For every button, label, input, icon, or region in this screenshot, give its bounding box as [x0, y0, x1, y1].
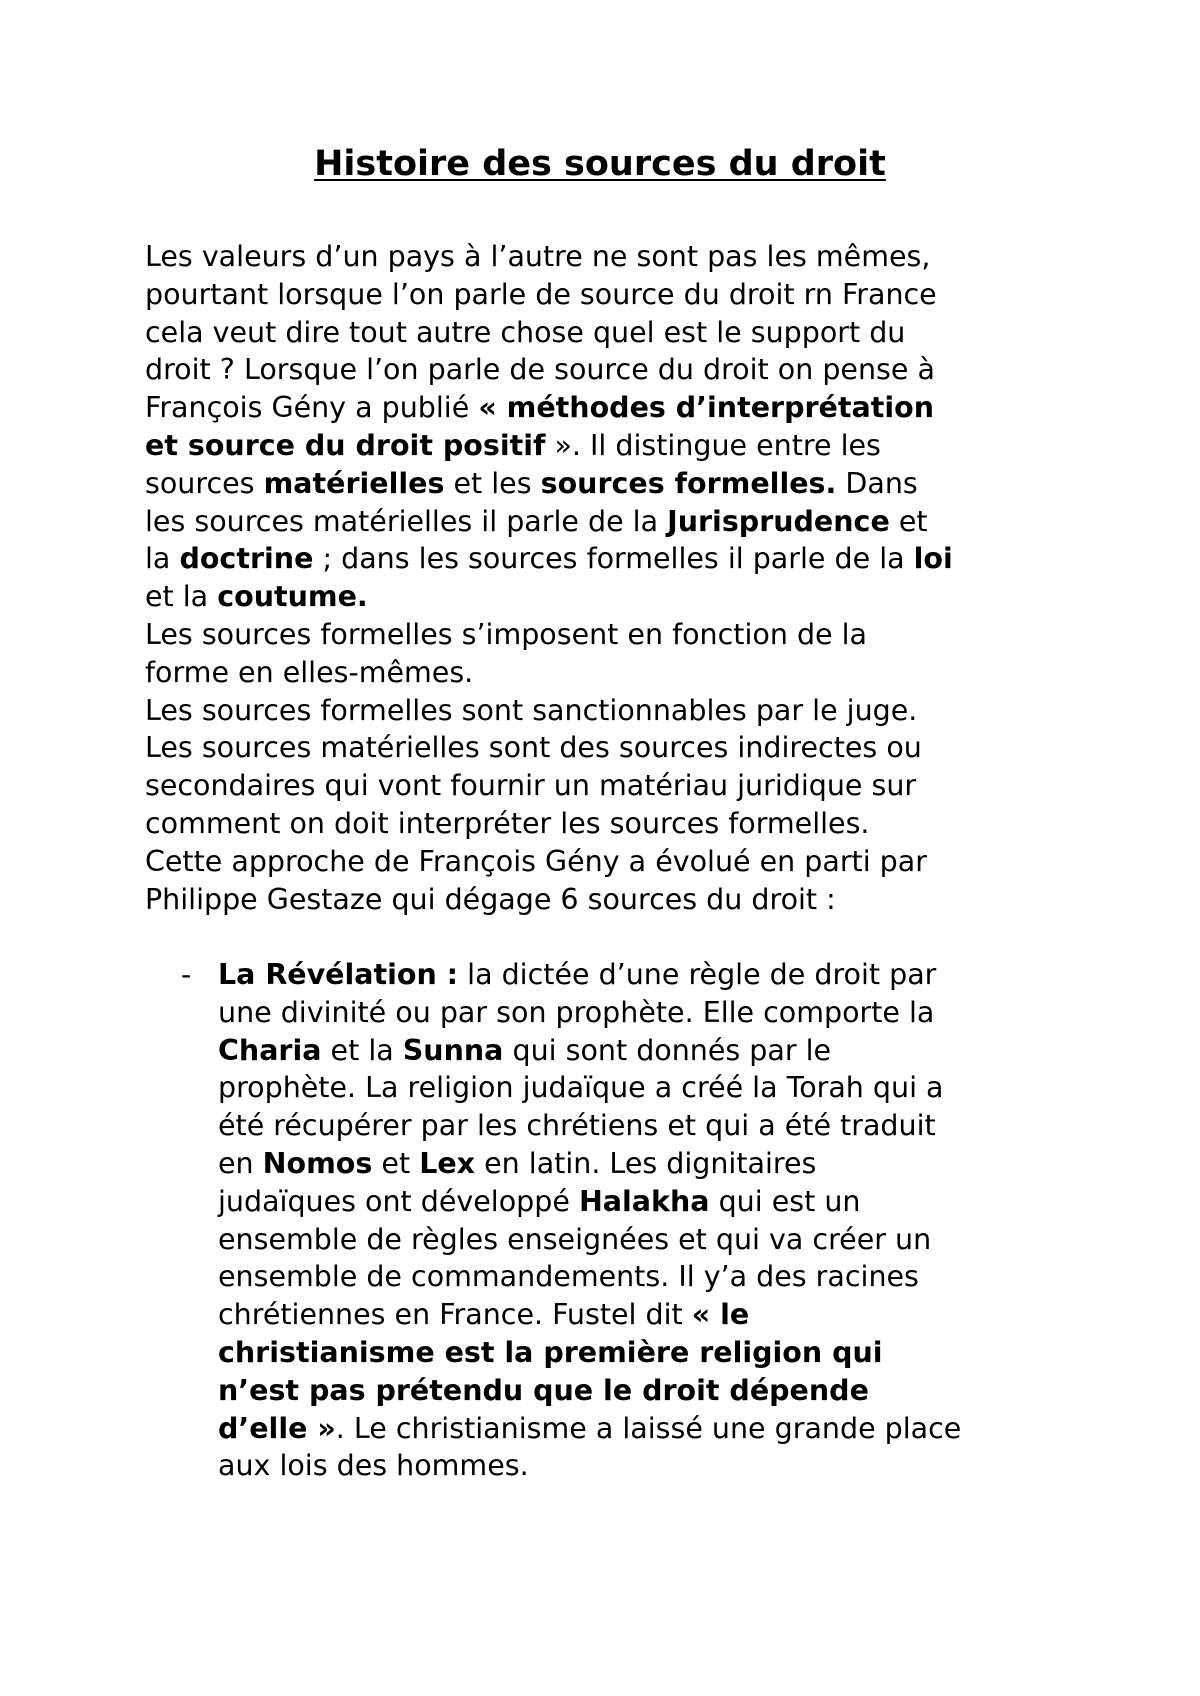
text-line: [218, 1410, 961, 1448]
bold-text: coutume.: [217, 580, 368, 614]
bullet-marker: -: [181, 958, 192, 991]
text-line: [145, 805, 1075, 843]
text-run: Philippe Gestaze qui dégage 6 sources du droit :: [145, 882, 836, 916]
bold-text: La Révélation :: [218, 958, 459, 991]
bold-text: Jurisprudence: [667, 504, 890, 538]
text-line: [145, 578, 1075, 616]
text-run: aux lois des hommes.: [218, 1449, 529, 1483]
text-line: [145, 503, 1075, 541]
text-run: la: [145, 542, 180, 576]
text-run: une divinité ou par son prophète. Elle comporte la: [218, 995, 935, 1029]
text-run: la dictée d’une règle de droit par: [458, 958, 937, 991]
text-run: ensemble de commandements. Il y’a des racines: [218, 1260, 919, 1294]
text-line: [145, 427, 1075, 465]
text-line: [218, 1447, 961, 1485]
text-line: [218, 1221, 961, 1259]
bold-text: Lex: [419, 1146, 476, 1180]
text-run: Cette approche de François Gény a évolué en parti par: [145, 844, 927, 878]
text-run: prophète. La religion judaïque a créé la Torah qui a: [218, 1071, 944, 1105]
text-run: et les: [444, 466, 541, 500]
text-run: ». Il distingue entre les: [545, 428, 881, 462]
text-run: qui sont donnés par le: [503, 1033, 832, 1067]
text-run: pourtant lorsque l’on parle de source du droit rn France: [145, 277, 937, 311]
bold-text: d’elle »: [218, 1411, 336, 1445]
text-line: [145, 692, 1075, 730]
bold-text: Nomos: [262, 1146, 373, 1180]
text-run: ensemble de règles enseignées et qui va créer un: [218, 1222, 932, 1256]
text-run: et: [372, 1146, 420, 1180]
text-line: [218, 1296, 961, 1334]
text-line: [145, 540, 1075, 578]
text-line: [218, 1334, 961, 1372]
bold-text: Halakha: [578, 1184, 710, 1218]
text-run: Les sources formelles s’imposent en fonction de la: [145, 617, 868, 651]
text-run: qui est un: [709, 1184, 861, 1218]
bold-text: « le: [691, 1298, 750, 1332]
text-line: [218, 1069, 961, 1107]
text-line: [145, 616, 1075, 654]
text-run: secondaires qui vont fournir un matériau juridique sur: [145, 769, 917, 803]
text-line: [145, 238, 1075, 276]
text-run: Les valeurs d’un pays à l’autre ne sont pas les mêmes,: [145, 240, 931, 273]
text-line: [218, 1145, 961, 1183]
text-run: en: [218, 1146, 263, 1180]
bold-text: et source du droit positif: [145, 428, 546, 462]
text-line: [145, 843, 1075, 881]
text-run: sources: [145, 466, 264, 500]
text-run: et la: [321, 1033, 403, 1067]
bold-text: loi: [913, 542, 953, 576]
bold-text: matérielles: [263, 466, 445, 500]
text-line: [145, 389, 1075, 427]
text-run: et la: [145, 580, 218, 614]
text-line: [145, 729, 1075, 767]
text-run: Dans: [836, 466, 918, 500]
bold-text: christianisme est la première religion qui: [218, 1335, 883, 1369]
text-run: et: [889, 504, 928, 538]
text-run: cela veut dire tout autre chose quel est le support du: [145, 315, 906, 349]
text-run: comment on doit interpréter les sources formelles.: [145, 806, 870, 840]
text-run: Les sources matérielles sont des sources indirectes ou: [145, 731, 922, 765]
text-run: ; dans les sources formelles il parle de la: [313, 542, 914, 576]
text-line: [145, 276, 1075, 314]
text-line: [218, 1183, 961, 1221]
text-line: [218, 956, 961, 994]
text-line: [145, 314, 1075, 352]
text-line: [218, 994, 961, 1032]
text-run: droit ? Lorsque l’on parle de source du droit on pense à: [145, 353, 935, 387]
text-run: forme en elles-mêmes.: [145, 655, 474, 689]
text-line: [145, 654, 1075, 692]
text-run: François Gény a publié: [145, 391, 479, 425]
text-line: [218, 1032, 961, 1070]
bold-text: n’est pas prétendu que le droit dépende: [218, 1373, 869, 1407]
bold-text: doctrine: [179, 542, 314, 576]
text-run: en latin. Les dignitaires: [475, 1146, 817, 1180]
bold-text: Charia: [218, 1033, 322, 1067]
text-line: [145, 465, 1075, 503]
text-run: Les sources formelles sont sanctionnables par le juge.: [145, 693, 918, 727]
intro-paragraph: [145, 238, 1075, 918]
text-line: [145, 767, 1075, 805]
text-line: [145, 881, 1075, 919]
text-run: été récupérer par les chrétiens et qui a été traduit: [218, 1109, 936, 1143]
text-line: [218, 1258, 961, 1296]
text-run: . Le christianisme a laissé une grande place: [335, 1411, 962, 1445]
text-line: [218, 1107, 961, 1145]
list-item-text: [218, 956, 961, 1485]
text-line: [218, 1372, 961, 1410]
bold-text: « méthodes d’interprétation: [478, 391, 934, 425]
page-title: Histoire des sources du droit: [314, 144, 886, 184]
bold-text: sources formelles.: [540, 466, 837, 500]
text-run: chrétiennes en France. Fustel dit: [218, 1298, 692, 1332]
text-run: judaïques ont développé: [218, 1184, 579, 1218]
text-line: [145, 351, 1075, 389]
bold-text: Sunna: [402, 1033, 504, 1067]
text-run: les sources matérielles il parle de la: [145, 504, 668, 538]
